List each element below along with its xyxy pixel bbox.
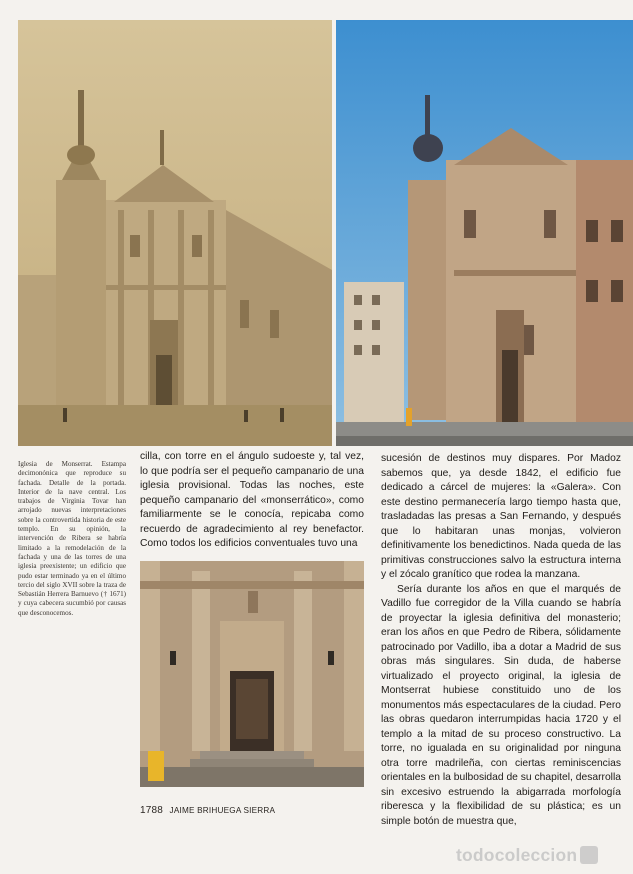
paragraph: Sería durante los años en que el marqués de Vadillo fue corregidor de la Villa cuando se habría de proyectar la iglesia definitiva del monasterio; eran los años en que Pedro de Ribera, sólidamente patrocinado por Vadillo, iba a dotar a Madrid de sus obras más singulares. Sin duda, de haberse virtualizado el proyecto original, la iglesia de Montserrat hubiese constituido uno de los monumentos más espectaculares de la ciudad. Pero las obras quedaron interrumpidas hacia 1720 y el templo a la mitad de su proceso constructivo. La torre, no igualada en su originalidad por ninguna otra torre madrileña, con ciertas reminiscencias orientales en la bulbosidad de su chapitel, desarrolla sin excesivo estruendo la abigarrada morfología riberesca y la flexibilidad de su plástica; es un simple botón de muestra que, (381, 583, 621, 827)
engraving-illustration (18, 20, 332, 446)
watermark-icon (580, 846, 598, 864)
page-number: 1788 (140, 805, 164, 816)
watermark-text: todocoleccion (456, 844, 578, 865)
text-column-middle (140, 450, 364, 552)
portal-photograph (140, 561, 364, 787)
church-photograph (336, 20, 633, 446)
text-column-right (381, 452, 621, 829)
author-name: JAIME BRIHUEGA SIERRA (169, 806, 276, 815)
paragraph: sucesión de destinos muy dispares. Por Madoz sabemos que, ya desde 1842, el edificio fue dedicado a cárcel de mujeres: la «Galera». Con este destino permanecería largo tiempo hasta que, trasladadas las presas a San Fernando, y después que lo habitaran unas monjas, volvieron definitivamente los benedictinos. Nada queda de las primitivas construcciones salvo la estructura interna y el zócalo granítico que rodea la manzana. (381, 453, 621, 580)
page-footer (140, 805, 275, 816)
image-caption: Iglesia de Monserrat. Estampa decimonónica que reproduce su fachada. Detalle de la portada. Interior de la nave central. Los trabajos de Virginia Tovar han arrojado nuevas interpretaciones sobre la controvertida historia de este templo. En su opinión, la intervención de Ribera se habría limitado a la remodelación de la fachada y una de las torres de una iglesia preexistente; un edificio que pudo estar terminado ya en el último tercio del siglo XVII sobre la traza de Sebastián Herrera Barnuevo († 1671) y cuya cabecera sucumbió por causas que desconocemos. (18, 460, 126, 617)
paragraph: cilla, con torre en el ángulo sudoeste y, tal vez, lo que podría ser el pequeño campanario de una iglesia provisional. Todas las noches, este pequeño campanario del «monserrático», como familiarmente se le conocía, repicaba como recuerdo de agradecimiento al rey benefactor. Como todos los edificios conventuales tuvo una (140, 451, 364, 549)
watermark-logo (456, 842, 626, 868)
